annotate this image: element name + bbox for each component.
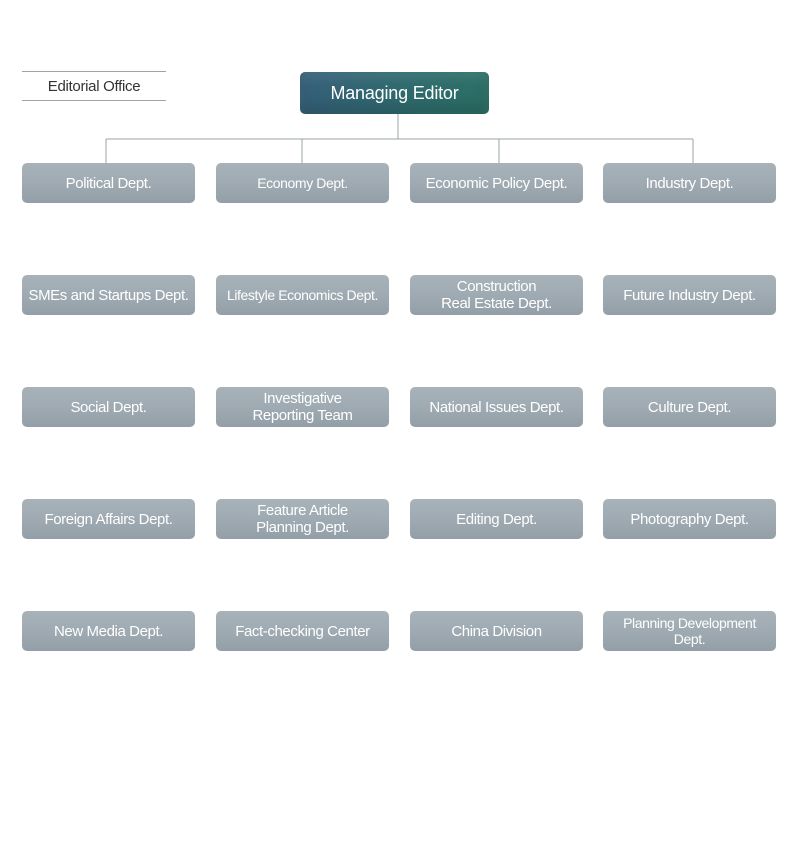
dept-box[interactable]: Lifestyle Economics Dept. — [216, 275, 389, 315]
dept-box[interactable]: National Issues Dept. — [410, 387, 583, 427]
dept-box[interactable]: Industry Dept. — [603, 163, 776, 203]
dept-box[interactable]: New Media Dept. — [22, 611, 195, 651]
dept-box[interactable]: SMEs and Startups Dept. — [22, 275, 195, 315]
dept-box[interactable]: Social Dept. — [22, 387, 195, 427]
dept-box[interactable]: Fact-checking Center — [216, 611, 389, 651]
dept-box[interactable]: Foreign Affairs Dept. — [22, 499, 195, 539]
dept-box[interactable]: Feature Article Planning Dept. — [216, 499, 389, 539]
dept-box[interactable]: Investigative Reporting Team — [216, 387, 389, 427]
managing-editor-box[interactable]: Managing Editor — [300, 72, 489, 114]
dept-box[interactable]: China Division — [410, 611, 583, 651]
dept-box[interactable]: Editing Dept. — [410, 499, 583, 539]
dept-box[interactable]: Economic Policy Dept. — [410, 163, 583, 203]
editorial-office-label: Editorial Office — [22, 71, 166, 101]
dept-box[interactable]: Planning Development Dept. — [603, 611, 776, 651]
dept-box[interactable]: Future Industry Dept. — [603, 275, 776, 315]
dept-box[interactable]: Political Dept. — [22, 163, 195, 203]
dept-box[interactable]: Photography Dept. — [603, 499, 776, 539]
dept-box[interactable]: Economy Dept. — [216, 163, 389, 203]
dept-box[interactable]: Culture Dept. — [603, 387, 776, 427]
dept-box[interactable]: Construction Real Estate Dept. — [410, 275, 583, 315]
